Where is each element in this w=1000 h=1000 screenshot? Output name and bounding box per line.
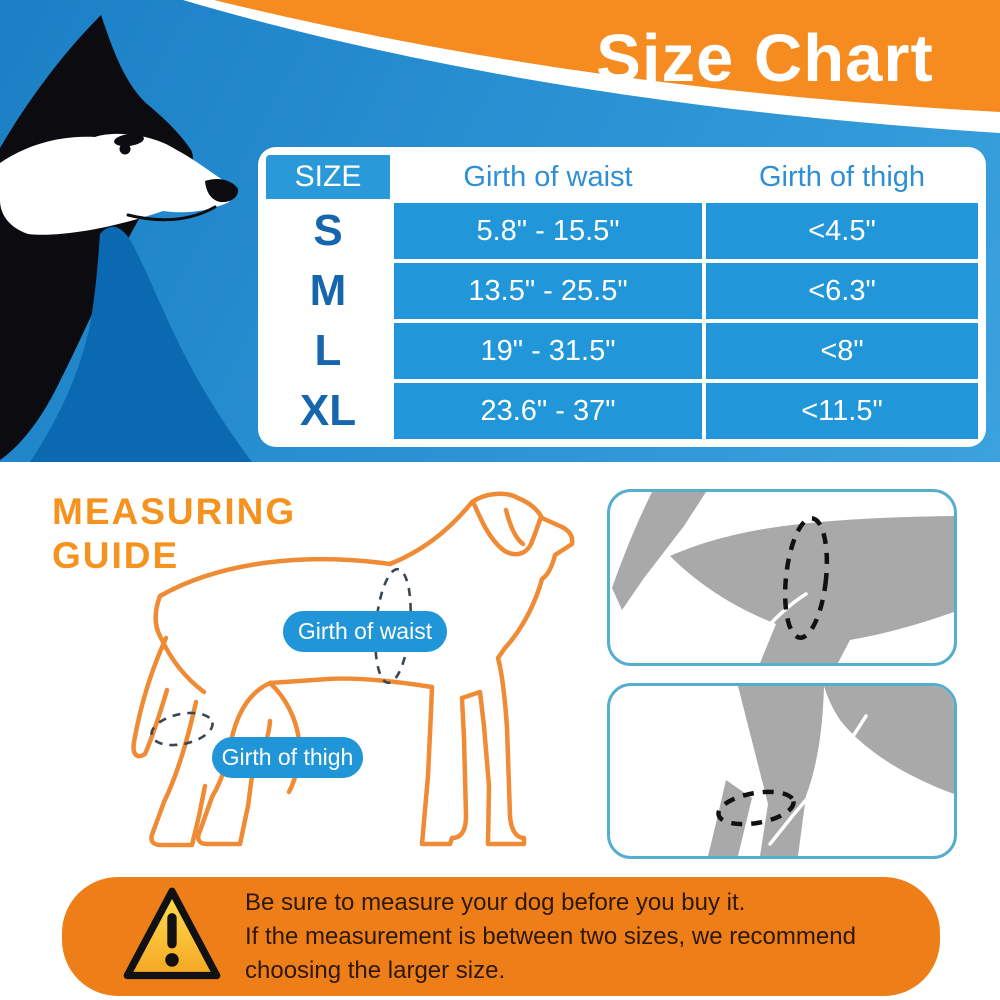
table-header-size: SIZE <box>266 155 390 199</box>
measuring-guide-section <box>0 462 1000 877</box>
table-row-l-size: L <box>266 323 390 379</box>
notice-line-3: choosing the larger size. <box>245 957 506 984</box>
notice-text <box>245 886 856 988</box>
thigh-closeup-illustration <box>610 686 954 856</box>
dog-head-illustration <box>0 0 262 462</box>
hero-section <box>0 0 1000 462</box>
notice-line-1: Be sure to measure your dog before you buy it. <box>245 889 746 916</box>
measuring-guide-title-line1: MEASURING <box>52 491 297 532</box>
table-row-s-size: S <box>266 203 390 259</box>
table-header-waist: Girth of waist <box>394 155 702 199</box>
thigh-label-pill: Girth of thigh <box>212 737 363 778</box>
dog-outline-drawing <box>100 486 605 871</box>
notice-banner <box>62 877 940 996</box>
table-row-xl-size: XL <box>266 383 390 439</box>
table-row-xl-thigh: <11.5" <box>706 383 978 439</box>
table-header-thigh: Girth of thigh <box>706 155 978 199</box>
table-row-xl-waist: 23.6" - 37" <box>394 383 702 439</box>
notice-line-2: If the measurement is between two sizes, we recommend <box>245 923 856 950</box>
table-row-s-waist: 5.8" - 15.5" <box>394 203 702 259</box>
table-row-m-waist: 13.5" - 25.5" <box>394 263 702 319</box>
table-row-s-thigh: <4.5" <box>706 203 978 259</box>
size-table <box>258 147 986 447</box>
page-title: Size Chart <box>596 21 934 96</box>
table-row-l-thigh: <8" <box>706 323 978 379</box>
table-row-m-thigh: <6.3" <box>706 263 978 319</box>
table-row-l-waist: 19" - 31.5" <box>394 323 702 379</box>
thigh-closeup-panel <box>607 683 957 859</box>
waist-label-pill: Girth of waist <box>283 611 447 652</box>
measuring-guide-title-line2: GUIDE <box>52 535 180 576</box>
waist-closeup-panel <box>607 489 957 666</box>
warning-icon <box>120 884 224 988</box>
table-row-m-size: M <box>266 263 390 319</box>
waist-closeup-illustration <box>610 492 954 663</box>
